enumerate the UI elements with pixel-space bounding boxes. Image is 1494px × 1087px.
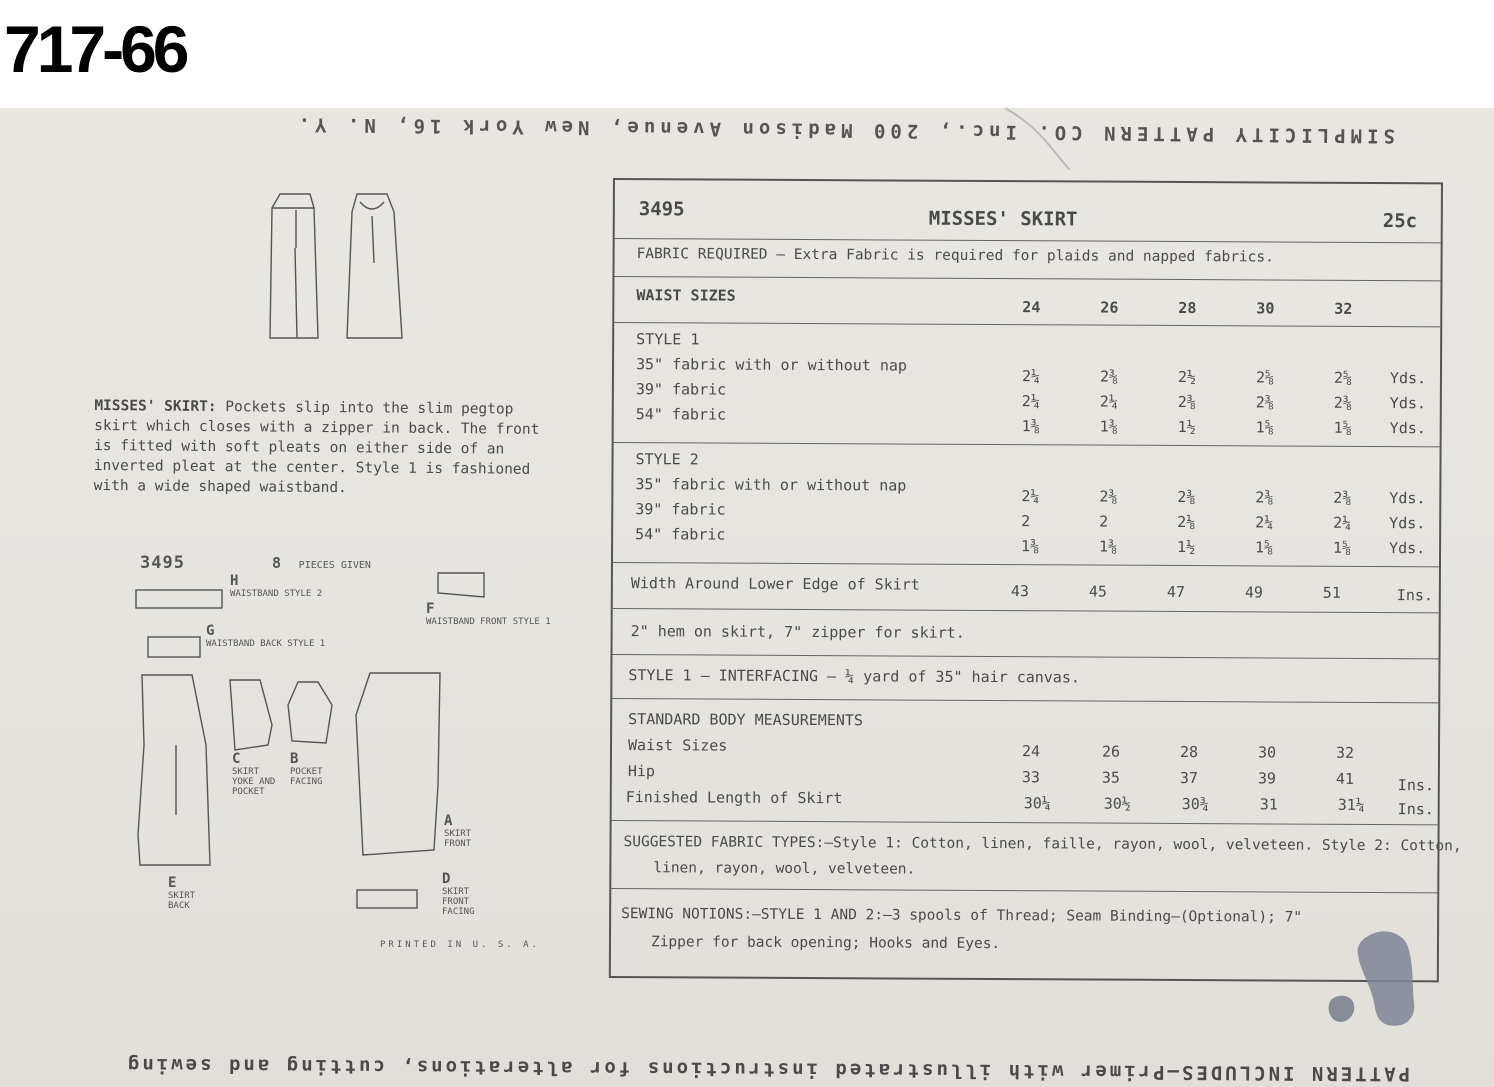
chart-pattern-number: 3495 xyxy=(638,198,685,221)
fabric-required: FABRIC REQUIRED — Extra Fabric is required for plaids and napped fabrics. xyxy=(636,246,1274,266)
value-cell: 35 xyxy=(1101,768,1120,787)
piece-h-letter: H xyxy=(230,573,239,589)
body-row-label: Finished Length of Skirt xyxy=(625,788,843,808)
skirt-description xyxy=(94,396,563,500)
value-cell: 51 xyxy=(1322,583,1341,602)
divider xyxy=(614,442,1440,447)
value-cell: 2¼ xyxy=(1021,367,1041,386)
waist-sizes-label: WAIST SIZES xyxy=(636,286,736,305)
value-cell: 41 xyxy=(1335,769,1354,788)
chart-price: 25c xyxy=(1382,210,1418,233)
value-cell: 2 xyxy=(1099,512,1109,531)
piece-b-label: POCKET FACING xyxy=(290,767,323,787)
piece-e-letter: E xyxy=(168,875,177,891)
pieces-count-label: PIECES GIVEN xyxy=(298,560,371,571)
style2-row-label: 39" fabric xyxy=(635,500,726,519)
fabric-types-line-2: linen, rayon, wool, velveteen. xyxy=(653,860,916,878)
value-cell: 30¼ xyxy=(1023,794,1051,813)
divider xyxy=(613,654,1439,659)
unit-cell: Ins. xyxy=(1396,586,1433,605)
value-cell: 1½ xyxy=(1177,417,1196,437)
unit-cell: Ins. xyxy=(1397,776,1435,795)
divider xyxy=(614,322,1440,327)
value-cell: 2⅜ xyxy=(1333,393,1352,412)
unit-cell: Yds. xyxy=(1389,394,1427,413)
style2-row-label: 54" fabric xyxy=(635,525,726,544)
value-cell: 39 xyxy=(1257,769,1276,788)
body-row-label: Waist Sizes xyxy=(627,736,728,755)
size-col: 26 xyxy=(1100,298,1119,317)
value-cell: 2⅜ xyxy=(1099,487,1118,506)
value-cell: 1⅝ xyxy=(1333,418,1352,437)
value-cell: 43 xyxy=(1010,582,1029,601)
value-cell: 30¾ xyxy=(1181,794,1209,814)
value-cell: 1⅜ xyxy=(1021,417,1040,436)
piece-h-label: WAISTBAND STYLE 2 xyxy=(230,589,323,599)
value-cell: 49 xyxy=(1244,583,1263,602)
divider xyxy=(612,698,1438,703)
piece-d xyxy=(442,871,492,917)
size-col: 24 xyxy=(1022,298,1041,317)
value-cell: 31¼ xyxy=(1337,795,1365,814)
piece-a-letter: A xyxy=(444,813,453,829)
unit-cell: Yds. xyxy=(1389,369,1427,388)
bottom-mirrored-text: PATTERN INCLUDES—Primer with illustrated instructions for alterations, cutting and sewing xyxy=(124,1053,1411,1085)
chart-title: MISSES' SKIRT xyxy=(928,207,1078,231)
envelope-flap-curve xyxy=(1000,108,1080,170)
value-cell: 1⅜ xyxy=(1021,537,1040,556)
value-cell: 2⅝ xyxy=(1255,368,1275,387)
value-cell: 33 xyxy=(1021,768,1040,787)
description-title: MISSES' SKIRT: xyxy=(94,397,217,416)
piece-e-shape xyxy=(138,675,210,865)
pieces-count: 8 xyxy=(272,554,282,572)
pattern-pieces xyxy=(120,545,560,965)
piece-c-shape xyxy=(230,680,272,750)
value-cell: 24 xyxy=(1021,742,1041,761)
value-cell: 32 xyxy=(1335,743,1355,762)
piece-g xyxy=(206,623,326,649)
piece-d-letter: D xyxy=(442,871,451,887)
sewing-notions-line-2: Zipper for back opening; Hooks and Eyes. xyxy=(650,934,1001,953)
value-cell: 30½ xyxy=(1103,794,1131,813)
piece-f-shape xyxy=(438,573,484,597)
size-col: 30 xyxy=(1256,299,1275,318)
value-cell: 2 xyxy=(1021,512,1031,531)
value-cell: 2⅜ xyxy=(1333,488,1352,507)
piece-b-letter: B xyxy=(290,751,299,767)
unit-cell: Yds. xyxy=(1389,539,1426,558)
value-cell: 37 xyxy=(1179,768,1198,788)
unit-cell: Ins. xyxy=(1397,800,1434,819)
skirt-illustration xyxy=(262,188,412,348)
value-cell: 30 xyxy=(1257,743,1277,762)
value-cell: 1⅝ xyxy=(1333,538,1352,557)
style2-row-label: 35" fabric with or without nap xyxy=(635,475,907,495)
piece-f xyxy=(426,601,551,627)
hem-zipper-note: 2" hem on skirt, 7" zipper for skirt. xyxy=(630,622,965,642)
body-measurements-title: STANDARD BODY MEASUREMENTS xyxy=(628,710,864,730)
piece-a xyxy=(444,813,494,849)
body-row-label: Hip xyxy=(627,762,656,781)
unit-cell: Yds. xyxy=(1389,419,1426,438)
value-cell: 2½ xyxy=(1177,367,1197,387)
pieces-pattern-number: 3495 xyxy=(140,553,185,573)
piece-h xyxy=(230,573,323,599)
divider xyxy=(613,608,1439,613)
piece-g-letter: G xyxy=(206,623,215,639)
piece-h-shape xyxy=(136,590,222,608)
piece-f-label: WAISTBAND FRONT STYLE 1 xyxy=(426,617,551,627)
sewing-notions-line-1: SEWING NOTIONS:—STYLE 1 AND 2:—3 spools of Thread; Seam Binding—(Optional); 7" xyxy=(621,906,1303,926)
piece-f-letter: F xyxy=(426,601,435,617)
style1-row-label: 35" fabric with or without nap xyxy=(635,355,908,375)
header-bar xyxy=(0,0,1494,108)
value-cell: 1⅜ xyxy=(1099,537,1118,556)
size-col: 32 xyxy=(1334,299,1353,318)
yardage-chart xyxy=(609,178,1462,982)
value-cell: 26 xyxy=(1101,742,1121,761)
value-cell: 2⅜ xyxy=(1177,392,1196,412)
value-cell: 2⅜ xyxy=(1255,488,1274,507)
pieces-count-row xyxy=(272,553,371,572)
piece-d-label: SKIRT FRONT FACING xyxy=(442,887,475,917)
value-cell: 45 xyxy=(1088,582,1107,601)
piece-b xyxy=(290,751,342,787)
style2-label: STYLE 2 xyxy=(635,450,699,469)
value-cell: 2⅜ xyxy=(1177,487,1196,507)
value-cell: 1⅜ xyxy=(1099,417,1118,436)
piece-a-shape xyxy=(356,673,440,855)
value-cell: 2¼ xyxy=(1333,513,1352,532)
value-cell: 2¼ xyxy=(1099,392,1118,411)
printed-in-usa: PRINTED IN U. S. A. xyxy=(380,940,540,950)
value-cell: 1½ xyxy=(1177,537,1196,557)
piece-g-label: WAISTBAND BACK STYLE 1 xyxy=(206,639,326,649)
piece-b-shape xyxy=(288,682,332,743)
divider xyxy=(611,888,1437,893)
divider xyxy=(612,820,1438,825)
style1-row-label: 54" fabric xyxy=(635,405,727,424)
divider xyxy=(613,562,1439,567)
publisher-line: SIMPLICITY PATTERN CO. Inc., 200 Madison Avenue, New York 16, N. Y. xyxy=(293,113,1396,147)
size-col: 28 xyxy=(1178,298,1197,318)
piece-c-letter: C xyxy=(232,751,241,767)
style1-row-label: 39" fabric xyxy=(635,380,727,399)
ink-smudge xyxy=(1322,925,1432,1035)
fabric-types-line-1: SUGGESTED FABRIC TYPES:—Style 1: Cotton, linen, faille, rayon, wool, velveteen. Style 2: Cotton, xyxy=(623,834,1462,855)
value-cell: 2⅝ xyxy=(1333,368,1353,387)
piece-e xyxy=(168,875,212,911)
style1-label: STYLE 1 xyxy=(636,330,700,349)
value-cell: 31 xyxy=(1259,795,1278,814)
piece-e-label: SKIRT BACK xyxy=(168,891,196,911)
value-cell: 2¼ xyxy=(1021,487,1040,506)
piece-a-label: SKIRT FRONT xyxy=(444,829,472,849)
value-cell: 47 xyxy=(1166,582,1185,601)
item-number: 717-66 xyxy=(4,12,186,86)
value-cell: 2⅛ xyxy=(1177,512,1196,532)
value-cell: 28 xyxy=(1179,742,1199,762)
piece-d-shape xyxy=(357,890,417,908)
value-cell: 2¼ xyxy=(1021,392,1040,411)
unit-cell: Yds. xyxy=(1389,514,1426,533)
value-cell: 2⅜ xyxy=(1255,393,1274,412)
divider xyxy=(615,238,1441,243)
divider xyxy=(614,276,1440,281)
value-cell: 2⅜ xyxy=(1099,367,1119,386)
unit-cell: Yds. xyxy=(1389,489,1426,508)
description-text: Pockets slip into the slim pegtop skirt which closes with a zipper in back. The front is fitted with soft pleats on either side of an inverted pleat at the center. Style 1 is fashioned with a wide shaped waistband. xyxy=(93,399,540,497)
value-cell: 1⅝ xyxy=(1255,418,1274,437)
width-edge-label: Width Around Lower Edge of Skirt xyxy=(630,574,920,594)
piece-c-label: SKIRT YOKE AND POCKET xyxy=(232,767,276,797)
interfacing-note: STYLE 1 — INTERFACING — ¼ yard of 35" hair canvas. xyxy=(628,666,1080,687)
value-cell: 1⅝ xyxy=(1255,538,1274,557)
value-cell: 2¼ xyxy=(1255,513,1274,532)
piece-c xyxy=(232,751,280,797)
piece-g-shape xyxy=(148,637,200,657)
